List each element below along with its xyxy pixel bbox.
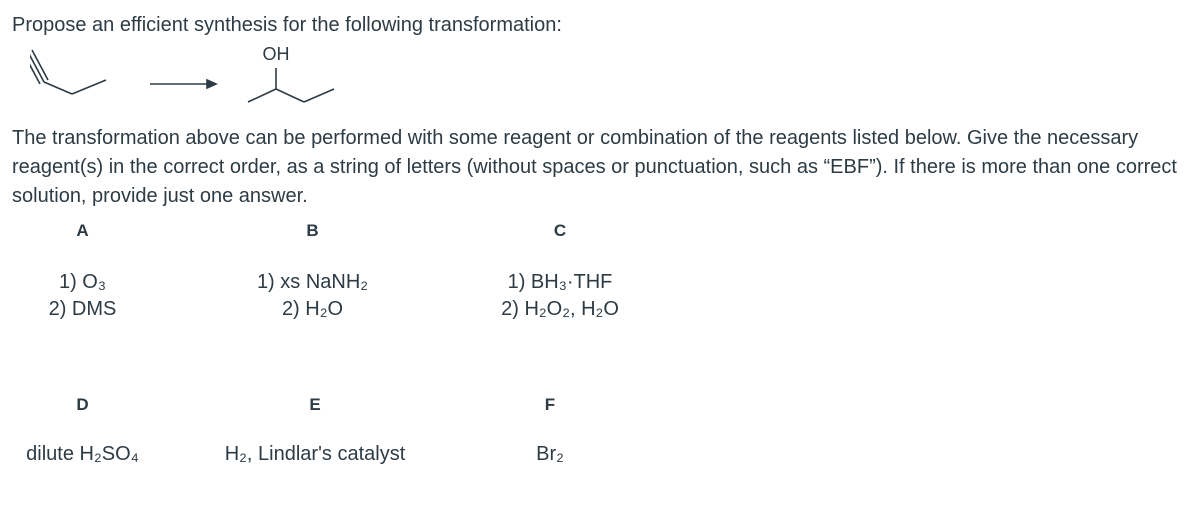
- reagent-step-1: 1) BH₃·THF: [507, 271, 613, 293]
- reagent-option-d: [0, 395, 165, 468]
- reagent-step-2: 2) H₂O₂, H₂O: [501, 298, 619, 320]
- reagent-option-a: [0, 221, 165, 323]
- option-letter: C: [553, 221, 567, 240]
- starting-alkyne-structure: [30, 50, 106, 94]
- reagent-text: H₂, Lindlar's catalyst: [224, 443, 406, 465]
- reagent-option-e: [200, 395, 430, 468]
- reagent-text: Br₂: [536, 443, 564, 465]
- reagent-option-b: [230, 221, 395, 323]
- instructions-text: The transformation above can be performed with some reagent or combination of the reagents listed below. Give the necessary reagent(s) in the correct order, as a string of letters (without spaces or punctuation, such as “EBF”). If there is more than one correct solution, provide just one answer.: [12, 127, 1177, 207]
- option-letter: F: [544, 395, 556, 414]
- hydroxyl-label: OH: [262, 44, 290, 64]
- option-letter: A: [76, 221, 89, 240]
- option-letter: B: [306, 221, 319, 240]
- reagent-step-2: 2) DMS: [48, 298, 117, 320]
- reagent-text: dilute H₂SO₄: [26, 443, 139, 465]
- reaction-arrow: [150, 80, 216, 88]
- reagent-option-f: [500, 395, 600, 468]
- question-prompt: Propose an efficient synthesis for the following transformation:: [12, 14, 562, 36]
- reagent-step-1: 1) O₃: [58, 271, 107, 293]
- reagent-option-c: [470, 221, 650, 323]
- option-letter: D: [76, 395, 89, 414]
- option-letter: E: [309, 395, 321, 414]
- reagent-step-2: 2) H₂O: [281, 298, 344, 320]
- product-alcohol-structure: [248, 68, 334, 102]
- reaction-scheme: [30, 40, 350, 120]
- reagent-step-1: 1) xs NaNH₂: [256, 271, 369, 293]
